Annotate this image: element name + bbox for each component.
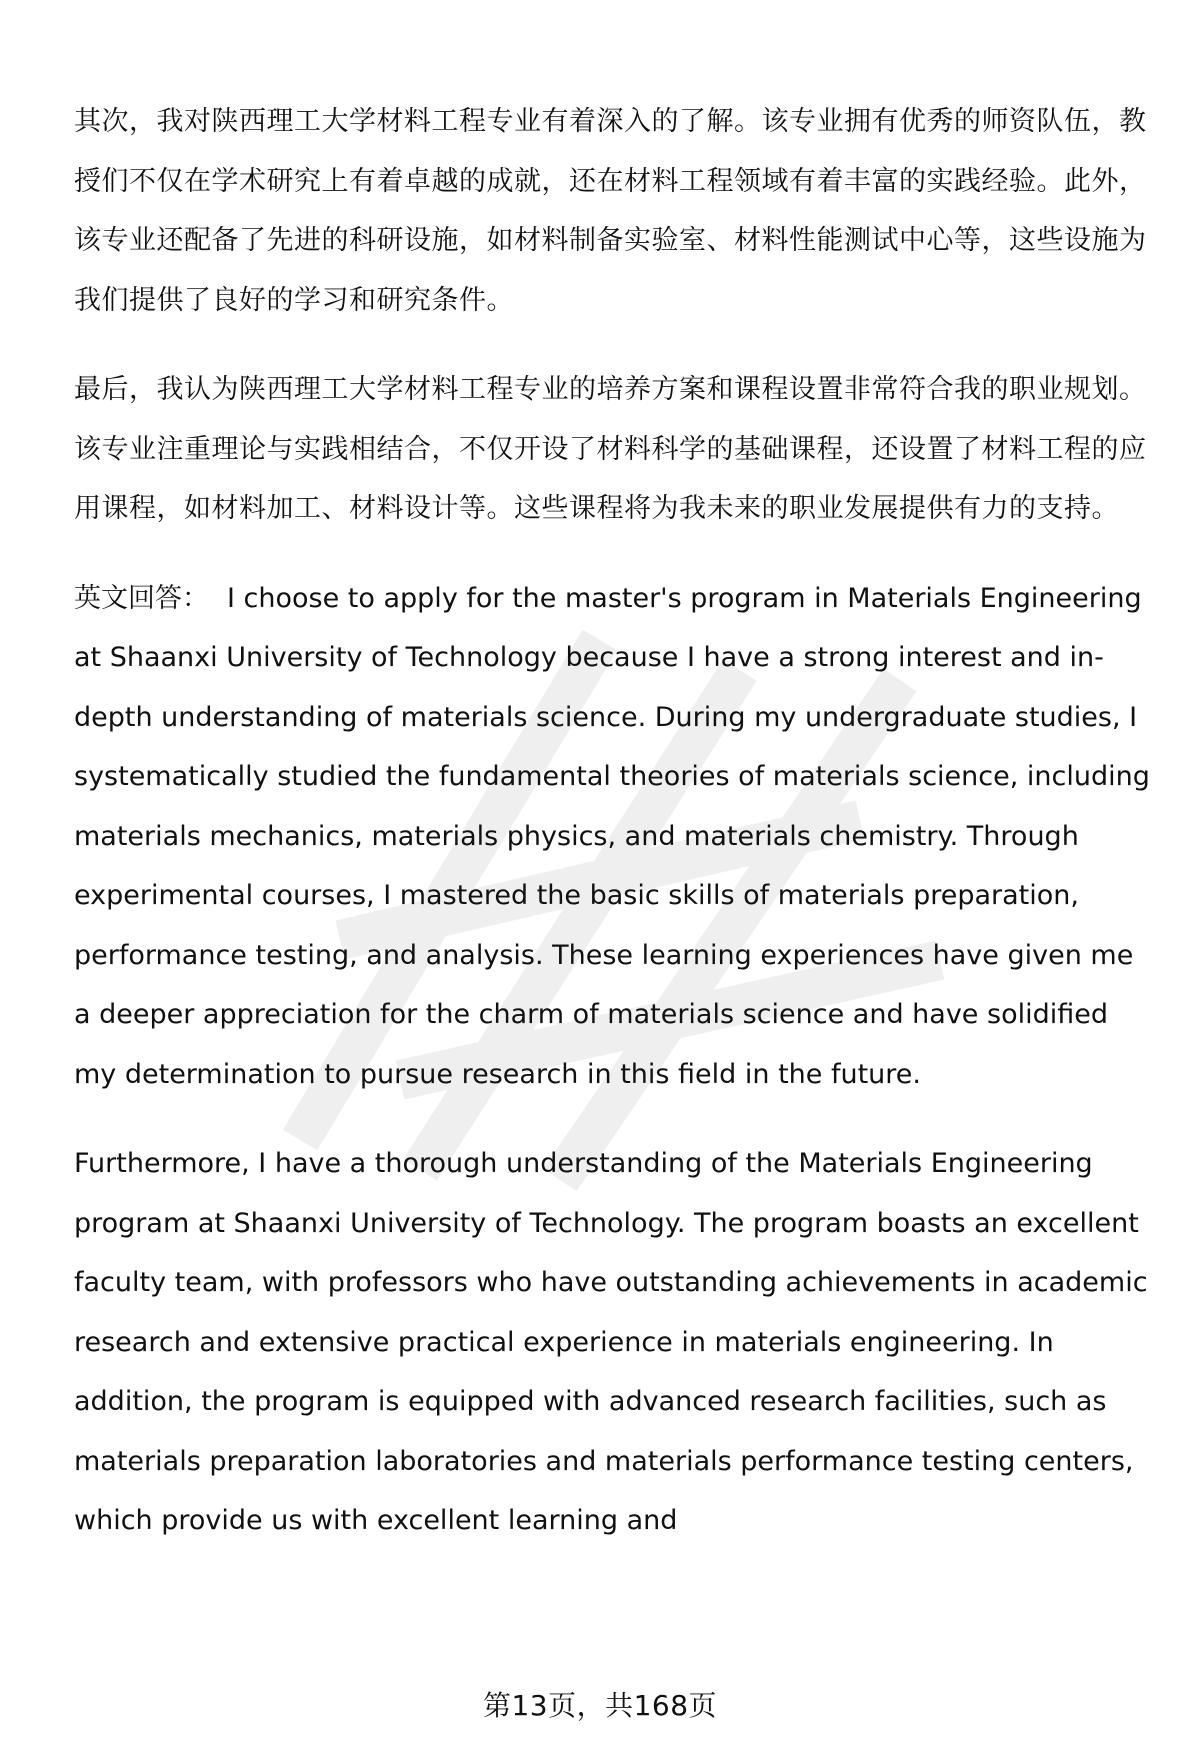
paragraph-en-2: Furthermore, I have a thorough understanding of the Materials Engineering program at Shaanxi University of Technology. The program boasts an excellent faculty team, with professors who have outstanding achievements in academic research and extensive practical experience in materials engineering. In addition, the program is equipped with advanced research facilities, such as materials preparation laboratories and materials performance testing centers, which provide us with excellent learning and: [74, 1148, 1148, 1536]
paragraph-cn-2: 最后，我认为陕西理工大学材料工程专业的培养方案和课程设置非常符合我的职业规划。该专业注重理论与实践相结合，不仅开设了材料科学的基础课程，还设置了材料工程的应用课程，如材料加工、材料设计等。这些课程将为我未来的职业发展提供有力的支持。: [74, 374, 1147, 524]
document-body: [74, 92, 1154, 1551]
page-number-footer: 第13页，共168页: [482, 1689, 718, 1722]
paragraph-en-1-text: I choose to apply for the master's program in Materials Engineering at Shaanxi University of Technology because I have a strong interest and in-depth understanding of materials science. During my undergraduate studies, I systematically studied the fundamental theories of materials science, including materials mechanics, materials physics, and materials chemistry. Through experimental courses, I mastered the basic skills of materials preparation, performance testing, and analysis. These learning experiences have given me a deeper appreciation for the charm of materials science and have solidified my determination to pursue research in this field in the future.: [74, 582, 1150, 1090]
paragraph-cn-1: 其次，我对陕西理工大学材料工程专业有着深入的了解。该专业拥有优秀的师资队伍，教授们不仅在学术研究上有着卓越的成就，还在材料工程领域有着丰富的实践经验。此外，该专业还配备了先进的科研设施，如材料制备实验室、材料性能测试中心等，这些设施为我们提供了良好的学习和研究条件。: [74, 106, 1147, 316]
paragraph-en-1: [74, 569, 1154, 1105]
answer-label: 英文回答：: [74, 582, 209, 614]
